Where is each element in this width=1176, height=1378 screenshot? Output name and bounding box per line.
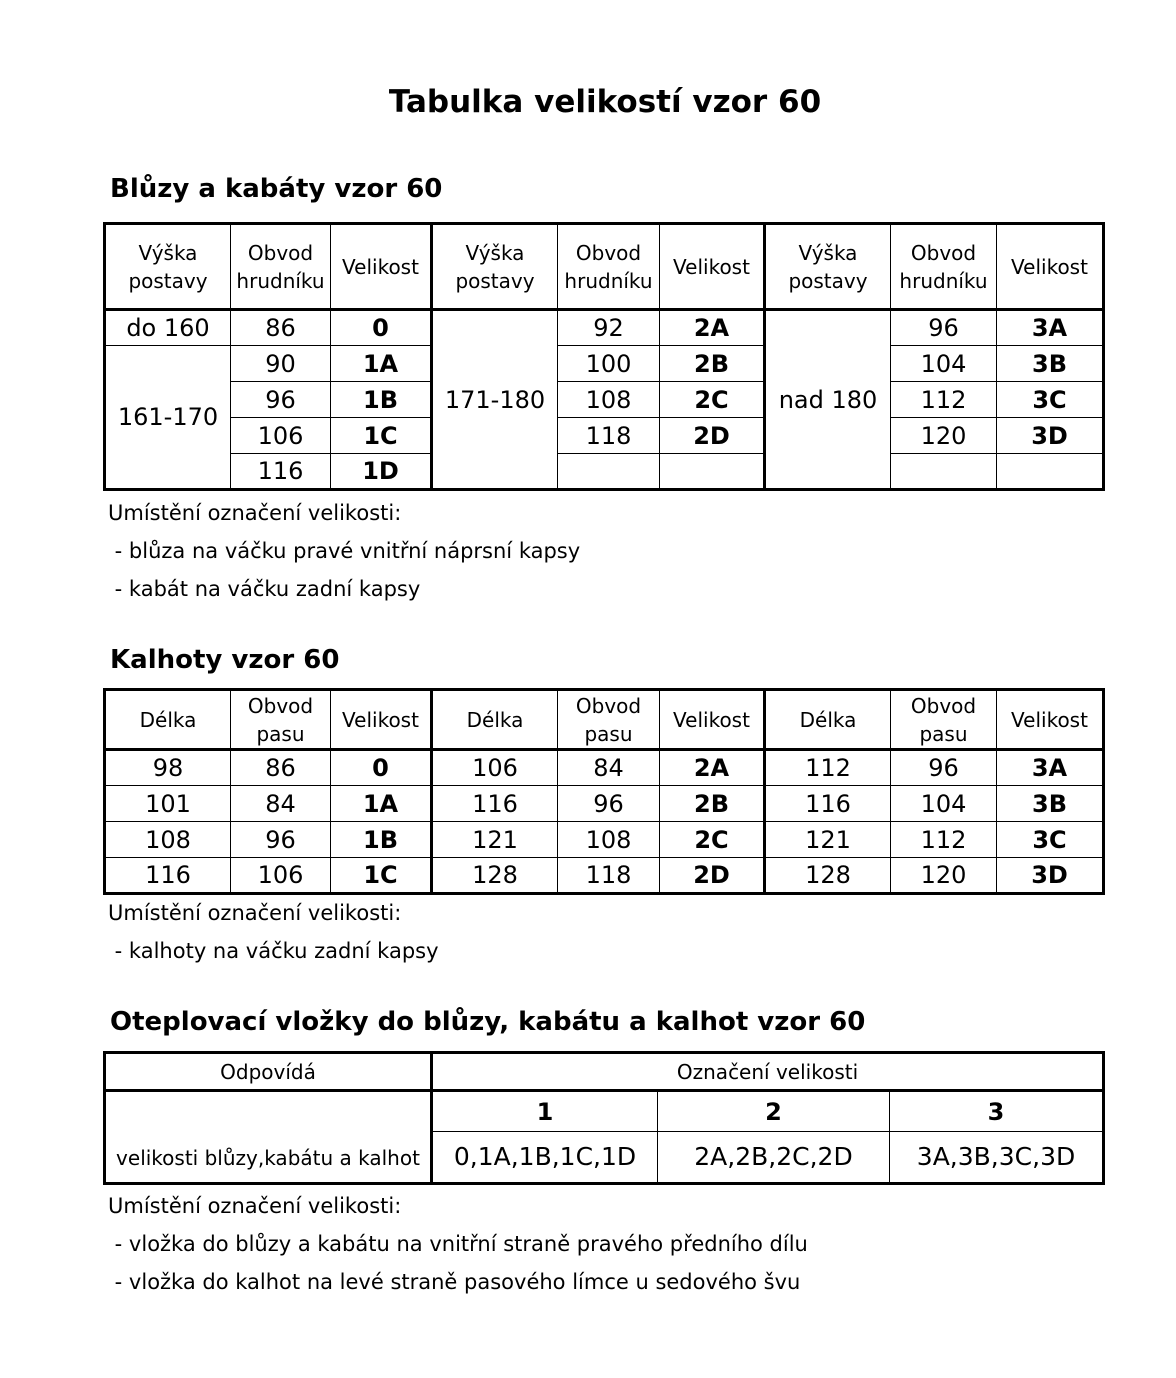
size-cell: 1D [331, 454, 432, 490]
table-row [105, 382, 1104, 418]
jackets-size-table [103, 222, 1105, 491]
length-cell: 128 [765, 858, 891, 894]
size-cell: 2D [660, 858, 765, 894]
table-row [105, 786, 1104, 822]
size-cell: 2C [660, 822, 765, 858]
chest-cell: 96 [231, 382, 331, 418]
chest-cell: 90 [231, 346, 331, 382]
size-cell: 1C [331, 858, 432, 894]
chest-cell: 104 [891, 346, 997, 382]
size-number-cell: 3 [890, 1091, 1104, 1132]
height-cell: do 160 [105, 310, 231, 346]
length-cell: 108 [105, 822, 231, 858]
header-size-marking: Označení velikosti [432, 1053, 1104, 1091]
header-chest: Obvod hrudníku [231, 224, 331, 310]
section-title-liners: Oteplovací vložky do blůzy, kabátu a kalhot vzor 60 [110, 1007, 866, 1037]
chest-cell: 112 [891, 382, 997, 418]
header-chest: Obvod hrudníku [891, 224, 997, 310]
table-row [105, 822, 1104, 858]
length-cell: 128 [432, 858, 558, 894]
size-cell: 3D [997, 418, 1104, 454]
trousers-size-table [103, 688, 1105, 895]
size-cell: 3B [997, 346, 1104, 382]
table-header-row [105, 224, 1104, 310]
size-cell: 3C [997, 822, 1104, 858]
size-cell: 2B [660, 786, 765, 822]
length-cell: 101 [105, 786, 231, 822]
waist-cell: 120 [891, 858, 997, 894]
length-cell: 121 [765, 822, 891, 858]
header-length: Délka [105, 690, 231, 750]
size-cell: 1B [331, 822, 432, 858]
waist-cell: 106 [231, 858, 331, 894]
header-waist: Obvod pasu [558, 690, 660, 750]
height-cell: 161-170 [105, 346, 231, 490]
table-row [105, 858, 1104, 894]
chest-cell: 108 [558, 382, 660, 418]
size-cell: 2A [660, 310, 765, 346]
label-placement-note [108, 494, 580, 608]
note-line: Umístění označení velikosti: [108, 901, 402, 925]
header-size: Velikost [997, 690, 1104, 750]
section-title-trousers: Kalhoty vzor 60 [110, 645, 340, 675]
size-cell: 3A [997, 750, 1104, 786]
header-size: Velikost [660, 224, 765, 310]
header-size: Velikost [331, 690, 432, 750]
header-waist: Obvod pasu [891, 690, 997, 750]
waist-cell: 104 [891, 786, 997, 822]
header-waist: Obvod pasu [231, 690, 331, 750]
size-values-cell: 0,1A,1B,1C,1D [432, 1132, 658, 1184]
header-height: Výška postavy [105, 224, 231, 310]
size-cell: 1C [331, 418, 432, 454]
waist-cell: 84 [231, 786, 331, 822]
size-cell: 2D [660, 418, 765, 454]
row-label: velikosti blůzy,kabátu a kalhot [105, 1091, 432, 1184]
header-length: Délka [432, 690, 558, 750]
length-cell: 116 [765, 786, 891, 822]
table-header-row [105, 690, 1104, 750]
note-line: - vložka do blůzy a kabátu na vnitřní straně pravého předního dílu [108, 1232, 808, 1256]
chest-cell: 100 [558, 346, 660, 382]
waist-cell: 96 [558, 786, 660, 822]
chest-cell: 96 [891, 310, 997, 346]
size-cell: 2C [660, 382, 765, 418]
header-height: Výška postavy [765, 224, 891, 310]
waist-cell: 112 [891, 822, 997, 858]
note-line: - vložka do kalhot na levé straně pasového límce u sedového švu [108, 1270, 801, 1294]
empty-cell [558, 454, 660, 490]
header-size: Velikost [997, 224, 1104, 310]
section-title-jackets: Blůzy a kabáty vzor 60 [110, 174, 443, 204]
table-row [105, 750, 1104, 786]
waist-cell: 108 [558, 822, 660, 858]
waist-cell: 96 [231, 822, 331, 858]
label-placement-note [108, 1187, 808, 1301]
liners-size-table [103, 1051, 1105, 1185]
empty-cell [997, 454, 1104, 490]
table-row [105, 418, 1104, 454]
table-header-row [105, 1053, 1104, 1091]
waist-cell: 84 [558, 750, 660, 786]
table-row [105, 454, 1104, 490]
chest-cell: 120 [891, 418, 997, 454]
length-cell: 106 [432, 750, 558, 786]
note-line: - kalhoty na váčku zadní kapsy [108, 939, 439, 963]
table-row [105, 346, 1104, 382]
size-values-cell: 2A,2B,2C,2D [658, 1132, 890, 1184]
page-title: Tabulka velikostí vzor 60 [388, 84, 822, 120]
empty-cell [891, 454, 997, 490]
empty-cell [660, 454, 765, 490]
length-cell: 121 [432, 822, 558, 858]
size-cell: 3C [997, 382, 1104, 418]
length-cell: 112 [765, 750, 891, 786]
table-row [105, 1091, 1104, 1132]
length-cell: 116 [432, 786, 558, 822]
table-row [105, 310, 1104, 346]
note-line: Umístění označení velikosti: [108, 1194, 402, 1218]
waist-cell: 118 [558, 858, 660, 894]
size-cell: 2B [660, 346, 765, 382]
length-cell: 98 [105, 750, 231, 786]
note-line: Umístění označení velikosti: [108, 501, 402, 525]
size-number-cell: 2 [658, 1091, 890, 1132]
header-chest: Obvod hrudníku [558, 224, 660, 310]
header-corresponds: Odpovídá [105, 1053, 432, 1091]
chest-cell: 118 [558, 418, 660, 454]
height-cell: 171-180 [432, 310, 558, 490]
length-cell: 116 [105, 858, 231, 894]
header-length: Délka [765, 690, 891, 750]
size-cell: 3A [997, 310, 1104, 346]
size-number-cell: 1 [432, 1091, 658, 1132]
size-cell: 2A [660, 750, 765, 786]
size-cell: 1B [331, 382, 432, 418]
header-height: Výška postavy [432, 224, 558, 310]
size-cell: 3D [997, 858, 1104, 894]
size-cell: 0 [331, 310, 432, 346]
label-placement-note [108, 894, 439, 970]
waist-cell: 86 [231, 750, 331, 786]
header-size: Velikost [331, 224, 432, 310]
chest-cell: 106 [231, 418, 331, 454]
size-values-cell: 3A,3B,3C,3D [890, 1132, 1104, 1184]
waist-cell: 96 [891, 750, 997, 786]
size-cell: 3B [997, 786, 1104, 822]
size-cell: 0 [331, 750, 432, 786]
height-cell: nad 180 [765, 310, 891, 490]
note-line: - kabát na váčku zadní kapsy [108, 577, 421, 601]
note-line: - blůza na váčku pravé vnitřní náprsní kapsy [108, 539, 581, 563]
size-cell: 1A [331, 786, 432, 822]
chest-cell: 86 [231, 310, 331, 346]
chest-cell: 92 [558, 310, 660, 346]
header-size: Velikost [660, 690, 765, 750]
size-cell: 1A [331, 346, 432, 382]
chest-cell: 116 [231, 454, 331, 490]
